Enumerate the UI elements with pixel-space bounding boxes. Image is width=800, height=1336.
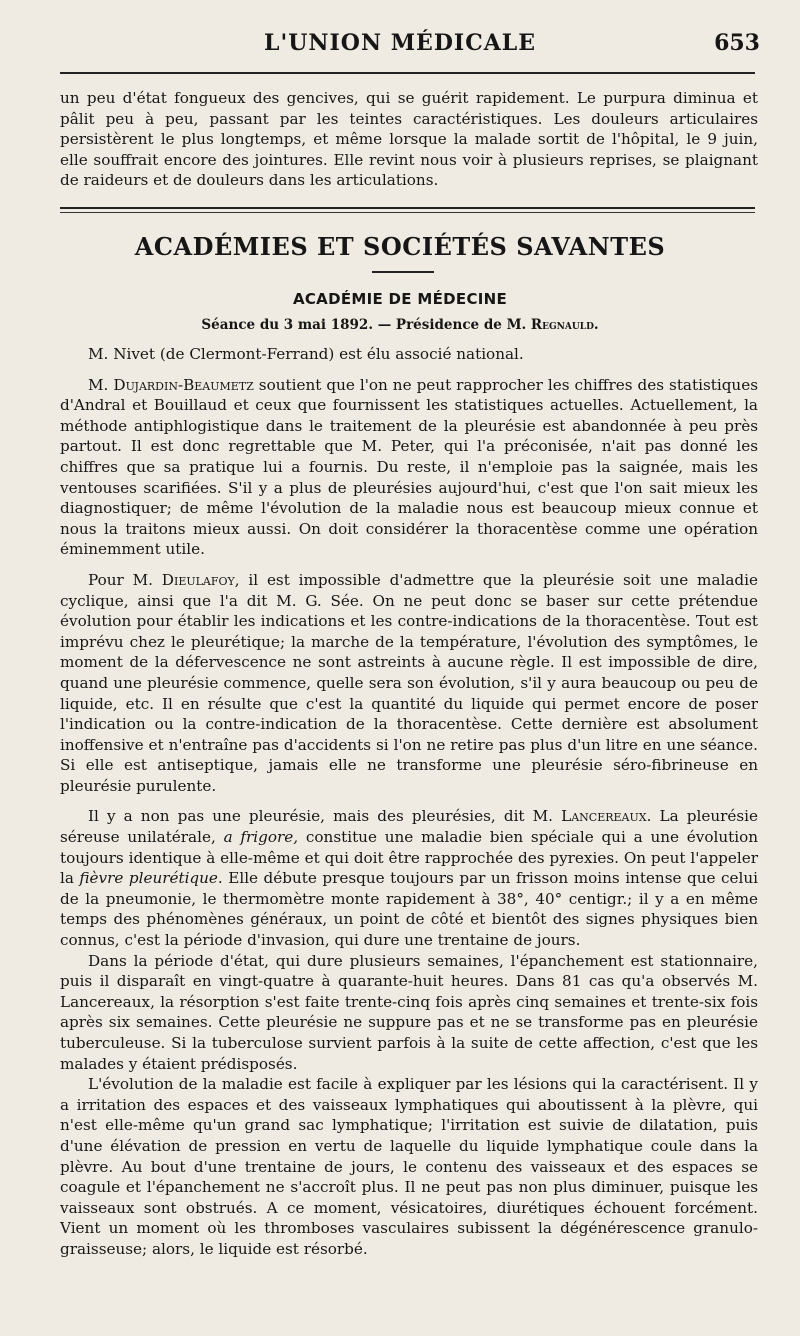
paragraph-periode-etat: Dans la période d'état, qui dure plusieurs semaines, l'épanchement est stationnaire, puis il disparaît en vingt-quatre à quarante-huit heures. Dans 81 cas qu'a observés M. Lancereaux, la résorption s'est faite trente-cinq fois après cinq semaines et trente-six fois après six semaines. Cette pleurésie ne suppure pas et ne se transforme pas en pleurésie tuberculeuse. Si la tuberculose survient parfois à la suite de cette affection, c'est que les malades y étaient prédisposés. — [60, 951, 758, 1073]
section-divider-bottom — [60, 212, 755, 213]
paragraph-text: . La pleurésie séreuse unilatérale, — [60, 807, 758, 847]
article-body — [60, 344, 758, 1260]
header-rule — [60, 72, 755, 74]
speaker-name: Lancereaux — [561, 807, 647, 826]
paragraph-text: . Elle débute presque toujours par un frisson moins intense que celui de la pneumonie, le thermomètre monte rapidement à 38°, 40° centigr.; il y a en même temps des phénomènes généraux, un point de côté et bientôt des signes physiques bien connus, c'est la période d'invasion, qui dure une trentaine de jours. — [60, 869, 758, 950]
running-title: L'UNION MÉDICALE — [263, 30, 537, 56]
session-text: Séance du 3 mai 1892. — Présidence de M. — [201, 317, 531, 333]
section-divider-top — [60, 207, 755, 209]
paragraph-dujardin-beaumetz — [60, 375, 758, 560]
paragraph-nivet: M. Nivet (de Clermont-Ferrand) est élu associé national. — [88, 345, 524, 363]
paragraph-text: constitue une maladie bien spéciale qui a une évolution toujours identique à elle-même et qui doit être rapprochée des pyrexies. On peut l'appeler la — [60, 828, 759, 888]
intro-paragraph-block — [60, 88, 758, 191]
italic-term: fièvre pleurétique — [79, 869, 218, 888]
intro-paragraph: un peu d'état fongueux des gencives, qui se guérit rapidement. Le purpura diminua et pâlit peu à peu, passant par les teintes caractéristiques. Les douleurs articulaires persistèrent le plus longtemps, et même lorsque la malade sortit de l'hôpital, le 9 juin, elle souffrait encore des jointures. Elle revint nous voir à plusieurs reprises, se plaignant de raideurs et de douleurs dans les articulations. — [60, 89, 758, 190]
page-number: 653 — [714, 30, 760, 56]
page-header — [0, 30, 800, 66]
section-title: ACADÉMIES ET SOCIÉTÉS SAVANTES — [134, 232, 666, 261]
speaker-name: Dieulafoy — [161, 570, 235, 589]
paragraph-dieulafoy — [60, 570, 758, 797]
paragraph-prefix: Il y a non pas une pleurésie, mais des pleurésies, dit M. — [88, 807, 562, 826]
president-name: Regnauld. — [530, 317, 599, 333]
italic-term: a frigore, — [223, 828, 299, 847]
title-underline — [372, 271, 434, 273]
paragraph-text: , il est impossible d'admettre que la pleurésie soit une maladie cyclique, ainsi que l'a dit M. G. Sée. On ne peut donc se baser sur cette prétendue évolution pour établir les indications et les contre-indications de la thoracentèse. Tout est imprévu chez le pleurétique; la marche de la température, l'évolution des symptômes, le moment de la défervescence ne sont astreints à aucune règle. Il est impossible de dire, quand une pleurésie commence, quelle sera son évolution, s'il y aura beaucoup ou peu de liquide, etc. Il en résulte que c'est la quantité du liquide qui permet encore de poser l'indication ou la contre-indication de la thoracentèse. Cette dernière est absolument inoffensive et n'entraîne pas d'accidents si l'on ne retire pas plus d'un litre en une séance. Si elle est antiseptique, jamais elle ne transforme une pleurésie séro-fibrineuse en pleurésie purulente. — [60, 570, 758, 795]
academy-heading: ACADÉMIE DE MÉDECINE — [292, 290, 508, 308]
paragraph-text: soutient que l'on ne peut rapprocher les chiffres des statistiques d'Andral et Bouillaud et ceux que fournissent les statistiques actuelles. Actuellement, la méthode antiphlogistique dans le traitement de la pleurésie est abandonnée à peu près partout. Il est donc regrettable que M. Peter, qui l'a préconisée, n'ait pas donné les chiffres que sa pratique lui a fournis. Du reste, il n'emploie pas la saignée, mais les ventouses scarifiées. S'il y a plus de pleurésies aujourd'hui, c'est que l'on sait mieux les diagnostiquer; de même l'évolution de la maladie nous est beaucoup mieux connue et nous la traitons mieux aussi. On doit considérer la thoracentèse comme une opération éminemment utile. — [60, 375, 758, 559]
paragraph-evolution: L'évolution de la maladie est facile à expliquer par les lésions qui la caractérisent. Il y a irritation des espaces et des vaisseaux lymphatiques qui aboutissent à la plèvre, qui n'est elle-même qu'un grand sac lymphatique; l'irritation est suivie de dilatation, puis d'une élévation de pression en vertu de laquelle du liquide lymphatique coule dans la plèvre. Au bout d'une trentaine de jours, le contenu des vaisseaux et des espaces se coagule et l'épanchement ne s'accroît plus. Il ne peut pas non plus diminuer, puisque les vaisseaux sont obstrués. A ce moment, vésicatoires, diurétiques échouent forcément. Vient un moment où les thromboses vasculaires subissent la dégénérescence granulo-graisseuse; alors, le liquide est résorbé. — [60, 1075, 758, 1258]
paragraph-prefix: Pour M. — [88, 570, 162, 589]
speaker-name: Dujardin-Beaumetz — [113, 375, 254, 394]
session-line — [0, 317, 800, 333]
paragraph-prefix: M. — [88, 375, 114, 394]
paragraph-lancereaux — [60, 806, 758, 950]
